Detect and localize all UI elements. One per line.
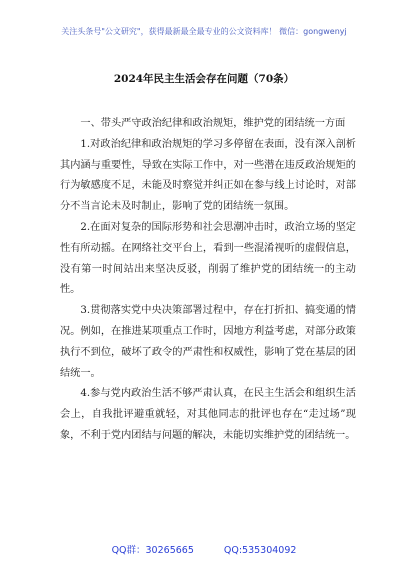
paragraph-3: 3.贯彻落实党中央决策部署过程中，存在打折扣、搞变通的情况。例如，在推进某项重点工作时，因地方利益考虑，对部分政策执行不到位，破坏了政令的严肃性和权威性，影响了党在基层的团结统一。 xyxy=(60,305,356,379)
paragraph-2: 2.在面对复杂的国际形势和社会思潮冲击时，政治立场的坚定性有所动摇。在网络社交平台上，看到一些混淆视听的虚假信息，没有第一时间站出来坚决反驳，削弱了维护党的团结统一的主动性。 xyxy=(60,221,356,296)
qq-text: QQ:535304092 xyxy=(223,545,297,556)
header-note: 关注头条号"公文研究"，获得最新最全最专业的公文资料库！ 微信：gongwenyj xyxy=(61,27,347,36)
page-title: 2024年民主生活会存在问题（70条） xyxy=(113,73,295,85)
paragraph-4: 4.参与党内政治生活不够严肃认真，在民主生活会和组织生活会上，自我批评避重就轻，对其他同志的批评也存在“走过场”现象，不利于党内团结与问题的解决，未能切实维护党的团结统一。 xyxy=(60,388,356,441)
footer-contacts xyxy=(0,542,408,556)
document-body xyxy=(60,114,356,447)
qq-group-text: QQ群：30265665 xyxy=(111,545,194,556)
section-heading: 一、带头严守政治纪律和政治规矩，维护党的团结统一方面 xyxy=(80,118,346,129)
paragraph-1: 1.对政治纪律和政治规矩的学习多停留在表面，没有深入剖析其内涵与重要性，导致在实际工作中，对一些潜在违反政治规矩的行为敏感度不足，未能及时察觉并纠正如在参与线上讨论时，对部分不当言论未及时制止，影响了党的团结统一氛围。 xyxy=(60,138,356,213)
